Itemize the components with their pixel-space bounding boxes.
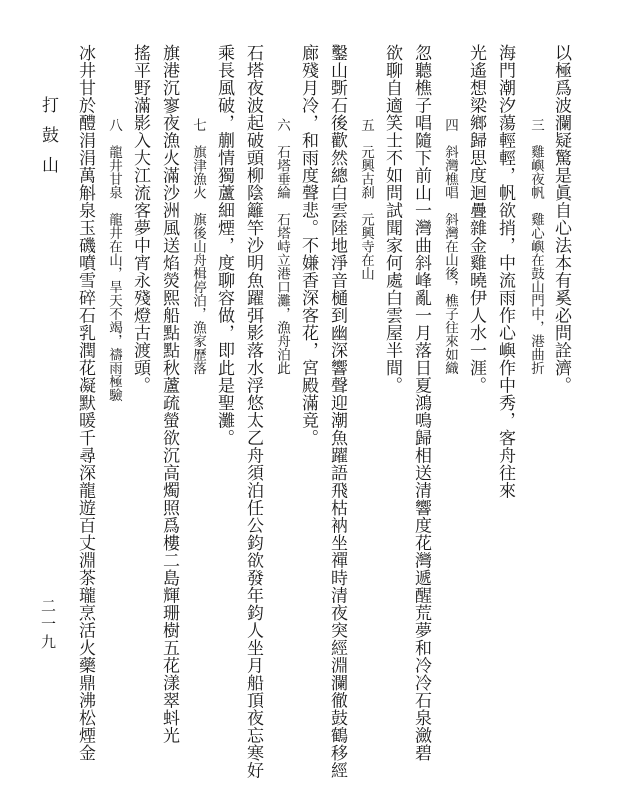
text-column: 旗港沉寥夜漁火滿沙洲風送焰熒熙船點點秋蘆疏螢欲沉高燭照爲樓二島輝珊樹五花漾翠蚪光 xyxy=(159,44,179,744)
text-column: 廊殘月冷，和雨度聲悲。不嫌香深客花，宮殿滿竟。 xyxy=(298,44,318,447)
text-column: 石塔夜波起破頭柳陰籬竿沙明魚躍弭影落水浮悠太乙舟須泊任公鈞欲發年鈞人坐月船頂夜忘寒好 xyxy=(243,44,263,779)
running-head: 打鼓山 xyxy=(38,96,58,186)
poem-heading: 四 斜灣樵唱 斜灣在山後，樵子往來如織 xyxy=(442,118,458,375)
text-column: 搖平野滿影入大江流客夢中宵永殘燈古渡頭。 xyxy=(130,44,150,394)
poem-heading: 三 雞嶼夜帆 雞心嶼在鼓山門中，港曲折 xyxy=(528,118,544,375)
text-column: 海門潮汐蕩輕輕，帆欲捎，中流雨作心嶼作中秀，客舟往來 xyxy=(495,44,515,499)
text-column: 冰井甘於醴涓涓萬斛泉玉磯噴雪碎石乳潤花凝默暖千尋深龍遊百丈淵茶瓏烹活火藥鼎沸松煙金 xyxy=(75,44,95,762)
poem-heading: 五 元興古刹 元興寺在山 xyxy=(358,118,374,280)
page-number: 二一九 xyxy=(39,598,57,652)
poem-heading: 七 旗津漁火 旗後山舟楫停泊，漁家歷落 xyxy=(190,118,206,375)
poem-heading: 六 石塔垂綸 石塔峙立港口灘，漁舟泊此 xyxy=(274,118,290,375)
text-column: 忽聽樵子唱隨下前山一灣曲斜峰亂一月落日夏鴻鳴歸相送清響度花灣遞醒荒夢和冷冷石泉瀲碧 xyxy=(411,44,431,762)
text-column: 鑿山斲石後歡然總白雲陸地淨音樋到幽深響聲迎潮魚躍語飛枯衲坐禪時清夜突經淵瀾徹鼓鶴移經 xyxy=(327,44,347,779)
text-column: 光遙想梁鄉歸思度迴疊雜金雞曉伊人水一涯。 xyxy=(466,44,486,394)
poem-heading: 八 龍井甘泉 龍井在山，旱天不竭，禱雨極驗 xyxy=(106,118,122,402)
text-column: 乘長風破，蒯情獨蘆細煙，度聊容做，即此是聖灘。 xyxy=(214,44,234,447)
text-column: 以極爲波瀾疑驚是眞自心法本有奚必問詮濟。 xyxy=(551,44,571,394)
text-column: 欲聊自適笑士不如問試聞家何處白雲屋半間。 xyxy=(382,44,402,394)
